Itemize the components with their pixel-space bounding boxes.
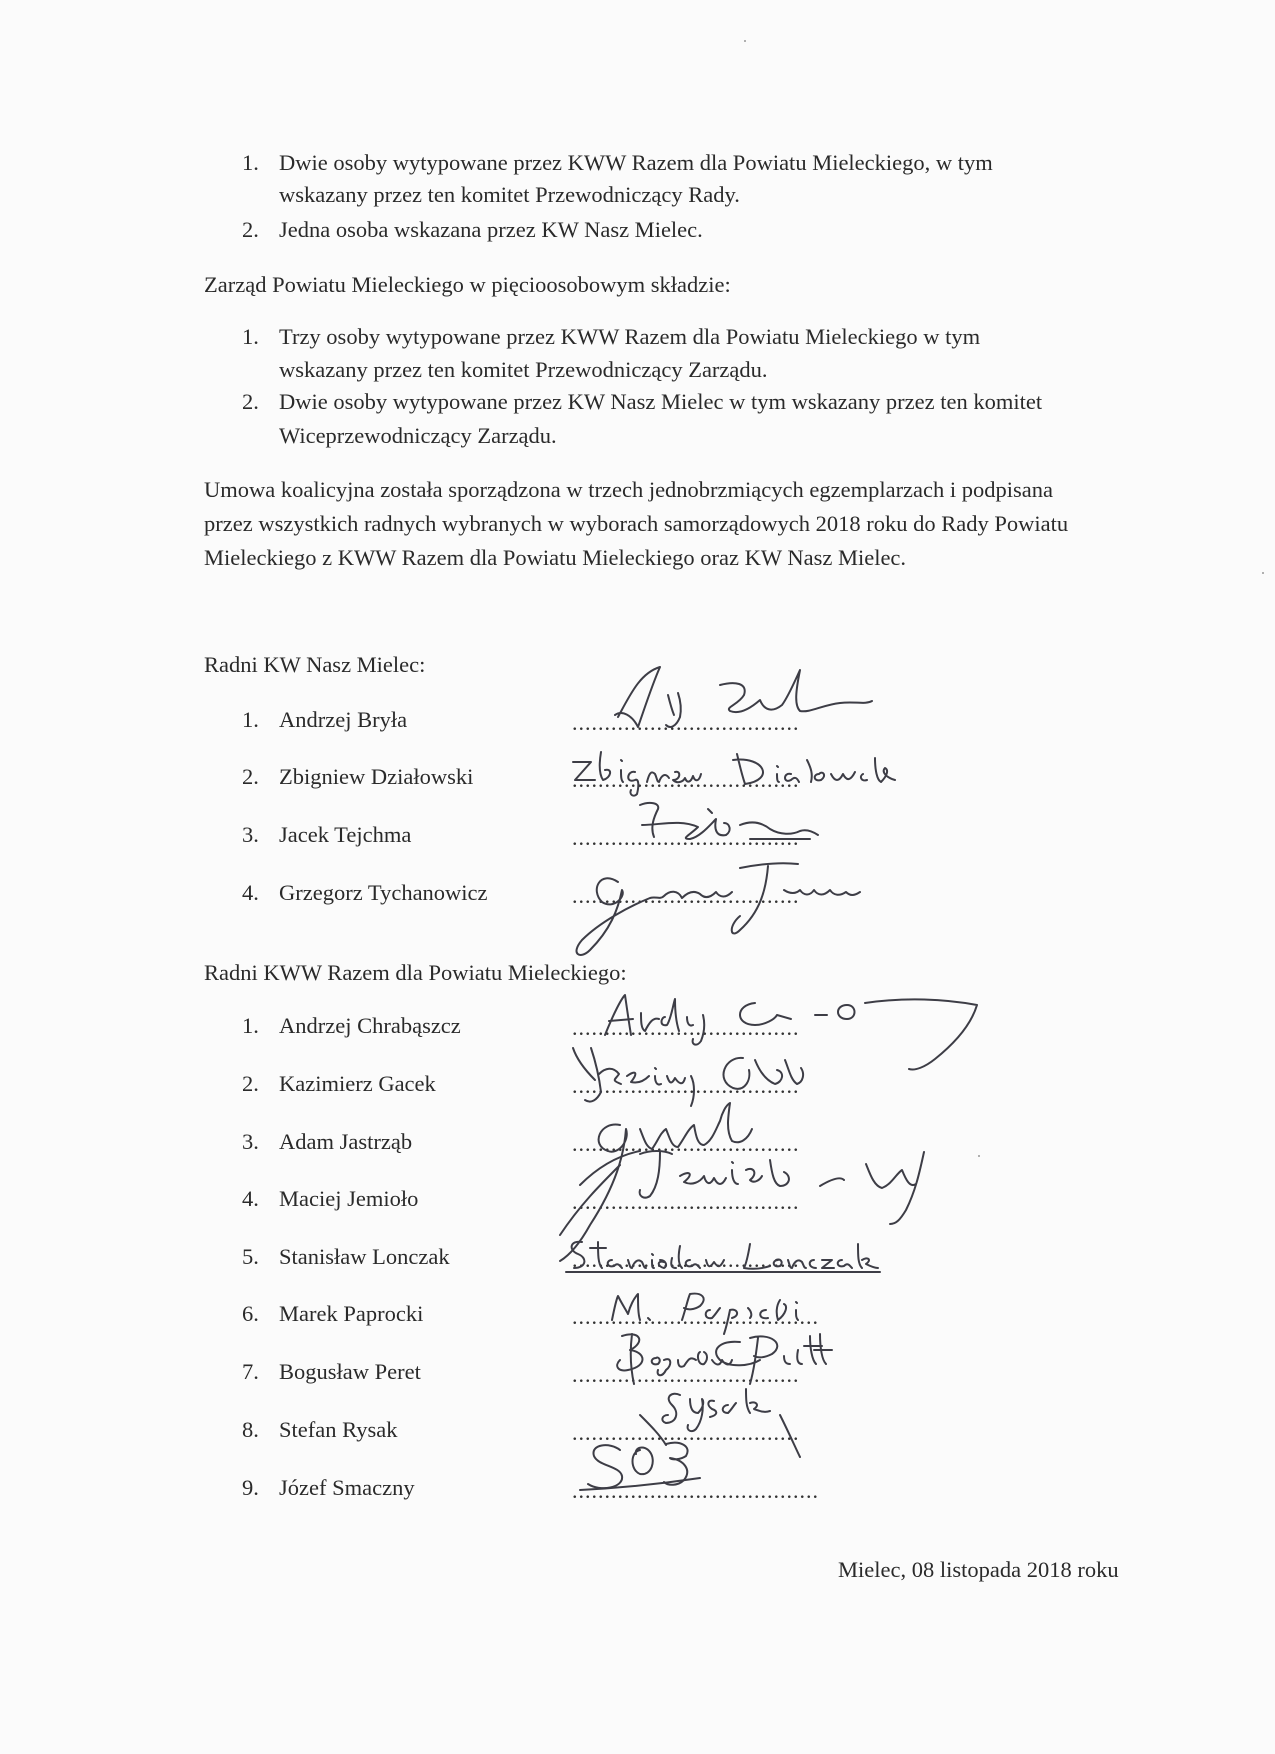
list-number: 9. [242, 1475, 259, 1500]
signature-line: ................................... [572, 1420, 800, 1445]
list-item-line: Jedna osoba wskazana przez KW Nasz Mielec. [279, 217, 703, 242]
signature-maciej-jemiolo [620, 1140, 960, 1230]
list-number: 1. [242, 150, 259, 175]
councillor-name: Kazimierz Gacek [279, 1071, 436, 1096]
list-number: 3. [242, 1129, 259, 1154]
councillor-name: Adam Jastrząb [279, 1129, 413, 1154]
list-number: 6. [242, 1301, 259, 1326]
signature-line: ................................... [572, 883, 800, 908]
signature-line: ................................... [572, 825, 800, 850]
councillor-name: Bogusław Peret [279, 1359, 421, 1384]
paragraph-line: Umowa koalicyjna została sporządzona w trzech jednobrzmiących egzemplarzach i podpisana [204, 477, 1054, 502]
signature-line: ................................... [572, 1015, 800, 1040]
signature-line: ................................... [572, 710, 800, 735]
list-number: 2. [242, 217, 259, 242]
list-item-line: Wiceprzewodniczący Zarządu. [279, 423, 557, 448]
list-number: 4. [242, 1186, 259, 1211]
councillor-name: Marek Paprocki [279, 1301, 424, 1326]
councillor-name: Józef Smaczny [279, 1475, 415, 1500]
scan-speck [1262, 572, 1264, 574]
councillor-name: Stanisław Lonczak [279, 1244, 450, 1269]
list-number: 1. [242, 324, 259, 349]
nasz-mielec-heading: Radni KW Nasz Mielec: [204, 652, 426, 677]
razem-heading: Radni KWW Razem dla Powiatu Mieleckiego: [204, 960, 627, 985]
signature-jozef-smaczny [560, 1430, 820, 1500]
list-number: 4. [242, 880, 259, 905]
list-number: 1. [242, 707, 259, 732]
list-number: 7. [242, 1359, 259, 1384]
list-number: 8. [242, 1417, 259, 1442]
signature-line: ................................... [572, 1189, 800, 1214]
list-number: 5. [242, 1244, 259, 1269]
signature-zbigniew-dzialowski [565, 740, 945, 800]
councillor-name: Grzegorz Tychanowicz [279, 880, 488, 905]
list-item-line: Dwie osoby wytypowane przez KWW Razem dla Powiatu Mieleckiego, w tym [279, 150, 993, 175]
scan-speck [744, 40, 746, 42]
signature-line: ...................................... [572, 1304, 819, 1329]
councillor-name: Zbigniew Działowski [279, 764, 474, 789]
scan-speck [978, 1155, 980, 1157]
signature-line: ................................... [572, 767, 800, 792]
signature-line: ................................... [572, 1247, 800, 1272]
signature-line: ................................... [572, 1131, 800, 1156]
signature-jacek-tejchma [620, 795, 840, 855]
councillor-name: Stefan Rysak [279, 1417, 398, 1442]
signature-andrzej-bryla [560, 655, 900, 735]
list-number: 3. [242, 822, 259, 847]
list-item-line: wskazany przez ten komitet Przewodniczący Zarządu. [279, 357, 768, 382]
list-number: 2. [242, 764, 259, 789]
list-item-line: wskazany przez ten komitet Przewodniczący Rady. [279, 182, 740, 207]
list-item-line: Dwie osoby wytypowane przez KW Nasz Mielec w tym wskazany przez ten komitet [279, 389, 1043, 414]
signature-grzegorz-tychanowicz [560, 850, 900, 965]
councillor-name: Andrzej Chrabąszcz [279, 1013, 461, 1038]
list-item-line: Trzy osoby wytypowane przez KWW Razem dla Powiatu Mieleckiego w tym [279, 324, 981, 349]
list-number: 2. [242, 1071, 259, 1096]
councillor-name: Andrzej Bryła [279, 707, 408, 732]
councillor-name: Maciej Jemioło [279, 1186, 419, 1211]
signature-line: ................................... [572, 1073, 800, 1098]
board-heading: Zarząd Powiatu Mieleckiego w pięcioosobowym składzie: [204, 272, 731, 297]
place-and-date: Mielec, 08 listopada 2018 roku [838, 1557, 1119, 1582]
list-number: 1. [242, 1013, 259, 1038]
signature-line: ................................... [572, 1362, 800, 1387]
councillor-name: Jacek Tejchma [279, 822, 412, 847]
signature-stanislaw-lonczak [560, 1230, 940, 1280]
signature-line: ...................................... [572, 1478, 819, 1503]
list-number: 2. [242, 389, 259, 414]
paragraph-line: Mieleckiego z KWW Razem dla Powiatu Mieleckiego oraz KW Nasz Mielec. [204, 545, 907, 570]
paragraph-line: przez wszystkich radnych wybranych w wyborach samorządowych 2018 roku do Rady Powiatu [204, 511, 1069, 536]
